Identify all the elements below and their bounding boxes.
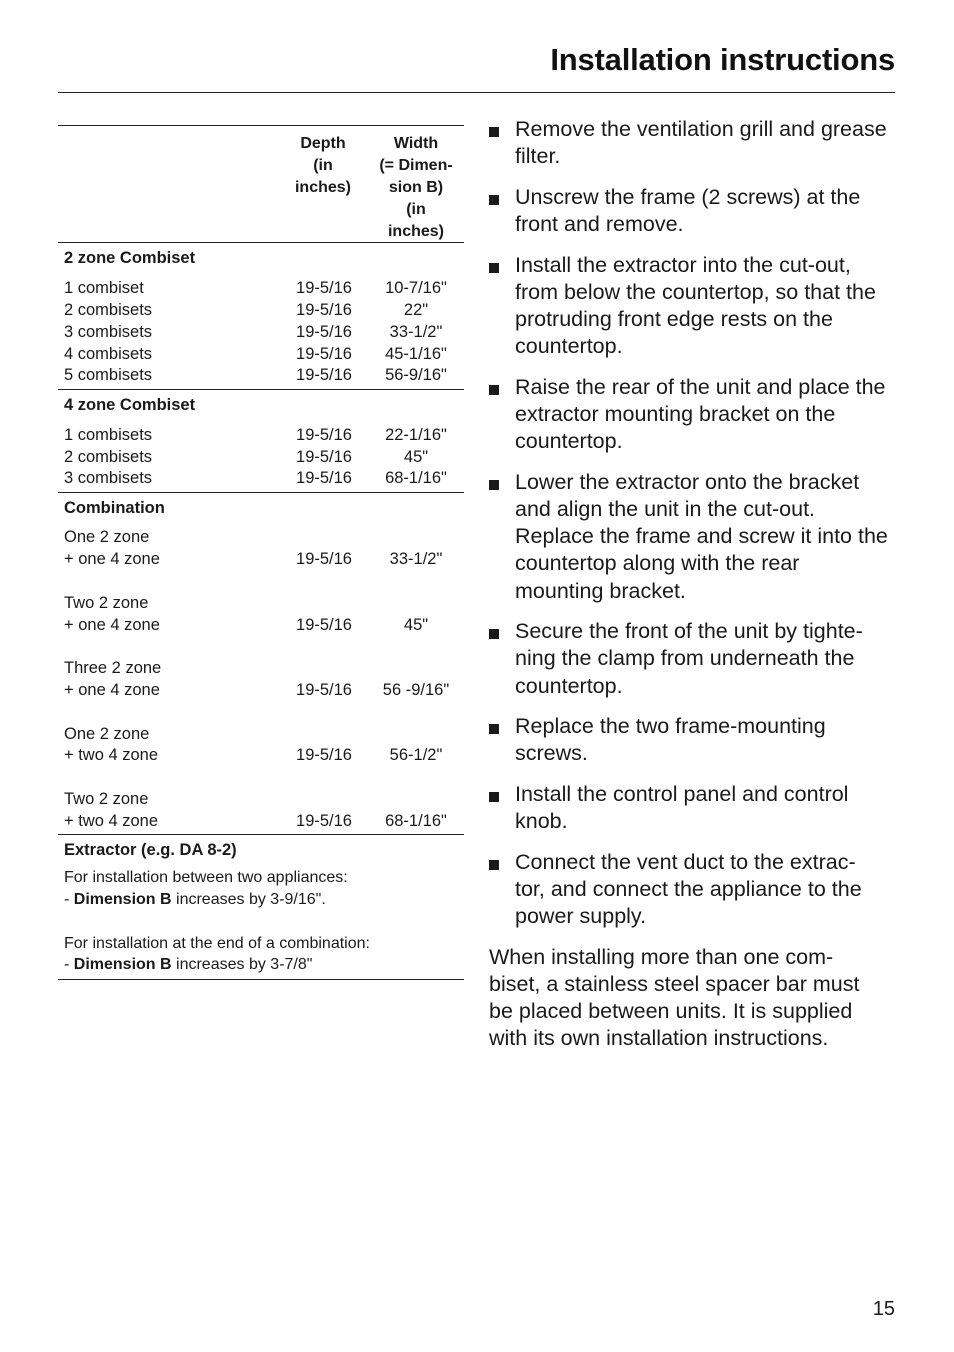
table-row [58, 364, 464, 386]
step-item [489, 374, 889, 456]
step-text: Remove the ventilation grill and grease filter. [515, 117, 887, 169]
dimensions-table [58, 125, 464, 980]
section-extractor [58, 835, 464, 979]
table-row [58, 321, 464, 343]
table-row [58, 788, 464, 810]
table-row [58, 299, 464, 321]
width-value: 56-9/16" [385, 366, 447, 384]
page-number: 15 [872, 1298, 895, 1320]
width-value: 68-1/16" [385, 812, 447, 830]
note-text: increases by 3-7/8" [171, 956, 313, 973]
square-bullet-icon [489, 724, 499, 734]
row-label: 5 combisets [64, 366, 153, 384]
depth-value: 19-5/16 [296, 616, 352, 634]
width-value: 10-7/16" [385, 279, 447, 297]
square-bullet-icon [489, 127, 499, 137]
note-bold-term: Dimension B [73, 891, 172, 908]
step-item [489, 618, 889, 700]
extractor-note-intro: For installation at the end of a combination: [64, 935, 370, 952]
square-bullet-icon [489, 263, 499, 273]
width-column-header: Width (= Dimen- sion B) (in inches) [379, 135, 453, 240]
width-value: 56 -9/16" [382, 681, 450, 699]
row-label-line1: One 2 zone [64, 528, 150, 546]
table-row [58, 424, 464, 446]
step-item [489, 849, 889, 931]
width-value: 45" [403, 616, 429, 634]
square-bullet-icon [489, 385, 499, 395]
row-label: 2 combisets [64, 301, 153, 319]
table-row [58, 277, 464, 299]
table-row [58, 679, 464, 701]
depth-value: 19-5/16 [296, 345, 352, 363]
row-label-line2: + one 4 zone [64, 681, 160, 699]
width-value: 22" [403, 301, 429, 319]
step-text: Replace the two frame-mounting screws. [515, 714, 826, 766]
row-label: 3 combisets [64, 469, 153, 487]
row-label-line2: + one 4 zone [64, 550, 160, 568]
square-bullet-icon [489, 860, 499, 870]
table-header [58, 126, 464, 242]
depth-value: 19-5/16 [296, 301, 352, 319]
depth-value: 19-5/16 [296, 550, 352, 568]
depth-value: 19-5/16 [296, 426, 352, 444]
step-item [489, 781, 889, 835]
row-label: 1 combiset [64, 279, 144, 297]
step-item [489, 469, 889, 605]
title-divider [58, 92, 895, 93]
width-value: 45-1/16" [385, 345, 447, 363]
step-text: Lower the extractor onto the bracket and align the unit in the cut-out. Replace the frame and screw it into the countertop along with the rear mounting bracket. [515, 469, 888, 603]
row-label-line1: One 2 zone [64, 725, 150, 743]
row-label: 4 combisets [64, 345, 153, 363]
step-item [489, 184, 889, 238]
row-label-line1: Three 2 zone [64, 659, 162, 677]
table-row [58, 657, 464, 679]
square-bullet-icon [489, 629, 499, 639]
depth-value: 19-5/16 [296, 448, 352, 466]
width-value: 22-1/16" [385, 426, 447, 444]
step-text: Unscrew the frame (2 screws) at the front and remove. [515, 184, 861, 236]
page-title: Installation instructions [550, 42, 895, 77]
step-text: Secure the front of the unit by tighte- ning the clamp from underneath the countertop. [515, 619, 863, 698]
instruction-steps [489, 116, 889, 1053]
depth-value: 19-5/16 [296, 323, 352, 341]
depth-value: 19-5/16 [296, 812, 352, 830]
note-prefix: - [64, 956, 74, 973]
table-row [58, 343, 464, 365]
square-bullet-icon [489, 480, 499, 490]
step-item [489, 116, 889, 170]
row-label-line1: Two 2 zone [64, 790, 149, 808]
closing-paragraph: When installing more than one com- biset, a stainless steel spacer bar must be placed between units. It is supplied with its own installation instructions. [489, 944, 860, 1051]
extractor-note-intro: For installation between two appliances: [64, 869, 348, 886]
section-title: 2 zone Combiset [64, 249, 196, 267]
section-title: Extractor (e.g. DA 8-2) [64, 841, 237, 859]
row-label-line2: + two 4 zone [64, 746, 159, 764]
step-item [489, 713, 889, 767]
note-text: increases by 3-9/16". [171, 891, 326, 908]
table-row [58, 592, 464, 614]
width-value: 45" [403, 448, 429, 466]
step-text: Install the extractor into the cut-out, from below the countertop, so that the protruding front edge rests on the countertop. [515, 252, 876, 359]
step-item [489, 252, 889, 361]
note-bold-term: Dimension B [73, 956, 172, 973]
table-row [58, 744, 464, 766]
section-combination [58, 493, 464, 834]
section-title: Combination [64, 499, 165, 517]
row-label-line2: + two 4 zone [64, 812, 159, 830]
depth-value: 19-5/16 [296, 366, 352, 384]
depth-value: 19-5/16 [296, 279, 352, 297]
table-row [58, 810, 464, 832]
section-2-zone [58, 243, 464, 389]
table-row [58, 467, 464, 489]
depth-value: 19-5/16 [296, 469, 352, 487]
section-title: 4 zone Combiset [64, 396, 196, 414]
width-value: 56-1/2" [389, 746, 443, 764]
depth-value: 19-5/16 [296, 746, 352, 764]
depth-value: 19-5/16 [296, 681, 352, 699]
extractor-note-detail [64, 954, 312, 976]
row-label: 1 combisets [64, 426, 153, 444]
square-bullet-icon [489, 792, 499, 802]
row-label: 3 combisets [64, 323, 153, 341]
table-row [58, 446, 464, 468]
depth-column-header: Depth (in inches) [294, 135, 351, 196]
section-4-zone [58, 390, 464, 492]
row-label-line2: + one 4 zone [64, 616, 160, 634]
width-value: 33-1/2" [389, 550, 443, 568]
width-value: 68-1/16" [385, 469, 447, 487]
width-value: 33-1/2" [389, 323, 443, 341]
note-prefix: - [64, 891, 74, 908]
extractor-note-detail [64, 889, 326, 911]
table-row [58, 723, 464, 745]
table-row [58, 548, 464, 570]
table-row [58, 526, 464, 548]
step-text: Raise the rear of the unit and place the extractor mounting bracket on the countertop. [515, 374, 886, 454]
square-bullet-icon [489, 195, 499, 205]
table-row [58, 614, 464, 636]
row-label: 2 combisets [64, 448, 153, 466]
step-text: Connect the vent duct to the extrac- tor, and connect the appliance to the power supply. [515, 849, 862, 929]
row-label-line1: Two 2 zone [64, 594, 149, 612]
step-text: Install the control panel and control knob. [515, 782, 849, 834]
table-bottom-rule [58, 979, 464, 980]
